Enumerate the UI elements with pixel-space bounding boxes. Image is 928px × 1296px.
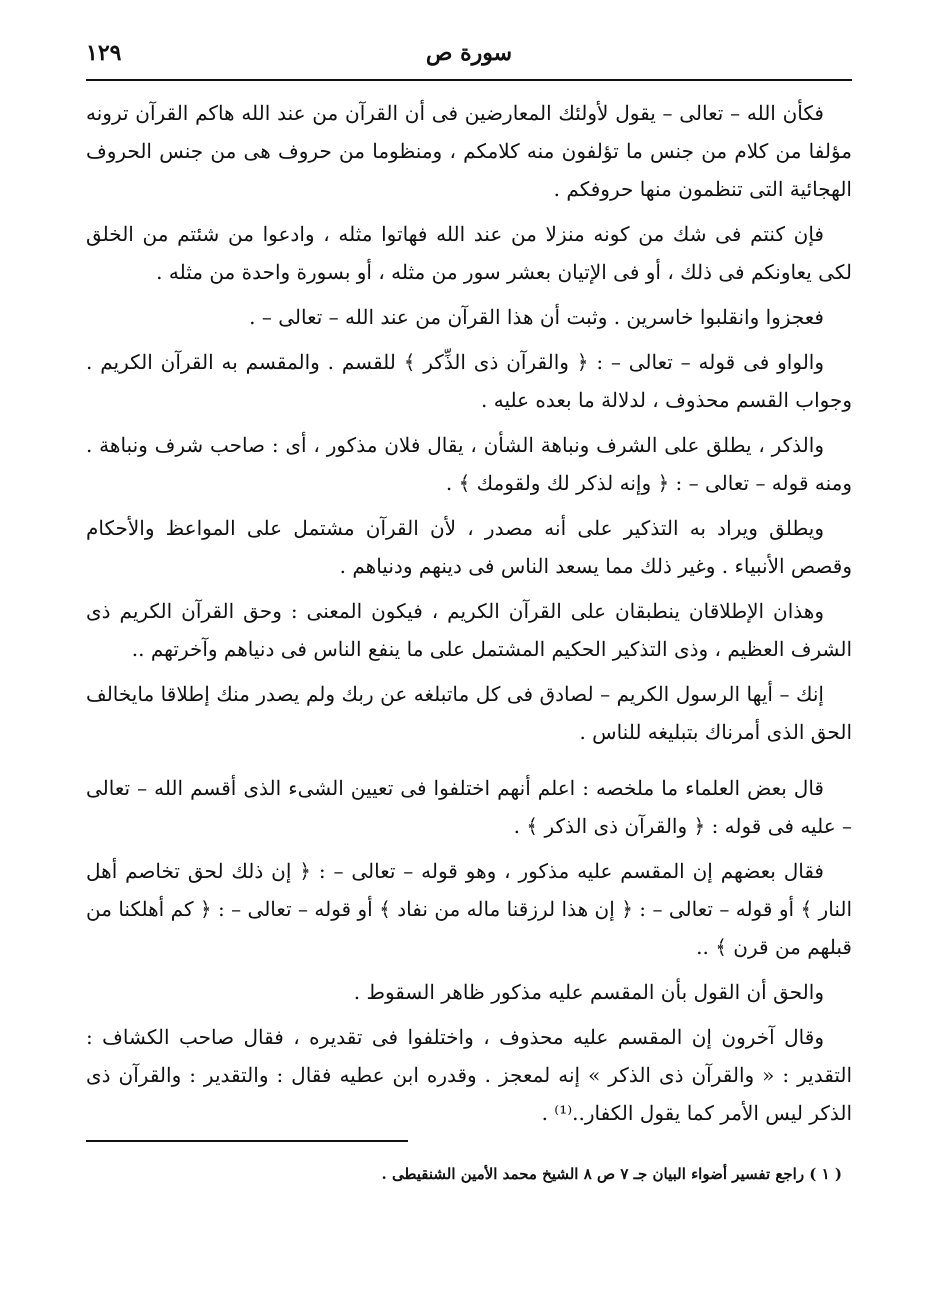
- paragraph: فقال بعضهم إن المقسم عليه مذكور ، وهو قوله – تعالى – : ﴿ إن ذلك لحق تخاصم أهل النار ﴾ أو قوله – تعالى – : ﴿ إن هذا لرزقنا ماله من نفاد ﴾ أو قوله – تعالى – : ﴿ كم أهلكنا من قبلهم من قرن ﴾ ..: [86, 859, 852, 959]
- page-header: [86, 36, 852, 76]
- header-rule: [86, 79, 852, 81]
- paragraph: وهذان الإطلاقان ينطبقان على القرآن الكريم ، فيكون المعنى : وحق القرآن الكريم ذى الشرف العظيم ، وذى التذكير الحكيم المشتمل على ما ينفع الناس فى دنياهم وآخرتهم ..: [86, 599, 852, 661]
- book-page: [86, 0, 852, 1296]
- page-number: ١٢٩: [86, 40, 122, 66]
- paragraph: إنك – أيها الرسول الكريم – لصادق فى كل ماتبلغه عن ربك ولم يصدر منك إطلاقا مايخالف الحق الذى أمرناك بتبليغه للناس .: [86, 682, 852, 744]
- page-body: [86, 94, 852, 1139]
- paragraph: والواو فى قوله – تعالى – : ﴿ والقرآن ذى الذِّكر ﴾ للقسم . والمقسم به القرآن الكريم . وجواب القسم محذوف ، لدلالة ما بعده عليه .: [86, 350, 852, 412]
- paragraph: والحق أن القول بأن المقسم عليه مذكور ظاهر السقوط .: [353, 980, 824, 1004]
- paragraph: فعجزوا وانقلبوا خاسرين . وثبت أن هذا القرآن من عند الله – تعالى – .: [249, 305, 824, 329]
- paragraph: وقال آخرون إن المقسم عليه محذوف ، واختلفوا فى تقديره ، فقال صاحب الكشاف : التقدير : « والقرآن ذى الذكر » إنه لمعجز . وقدره ابن عطيه فقال : والتقدير : والقرآن ذى الذكر ليس الأمر كما يقول الكفار..⁽¹⁾ .: [86, 1025, 852, 1125]
- paragraph: والذكر ، يطلق على الشرف ونباهة الشأن ، يقال فلان مذكور ، أى : صاحب شرف ونباهة . ومنه قوله – تعالى – : ﴿ وإنه لذكر لك ولقومك ﴾ .: [86, 433, 852, 495]
- surah-title: سورة ص: [425, 40, 513, 66]
- paragraph: ويطلق ويراد به التذكير على أنه مصدر ، لأن القرآن مشتمل على المواعظ والأحكام وقصص الأنبياء . وغير ذلك مما يسعد الناس فى دينهم ودنياهم .: [86, 516, 852, 578]
- footnote: ( ١ ) راجع تفسير أضواء البيان جـ ٧ ص ٨ الشيخ محمد الأمين الشنقيطى .: [381, 1165, 842, 1183]
- paragraph: قال بعض العلماء ما ملخصه : اعلم أنهم اختلفوا فى تعيين الشىء الذى أقسم الله – تعالى – عليه فى قوله : ﴿ والقرآن ذى الذكر ﴾ .: [86, 776, 852, 838]
- footnote-rule: [86, 1140, 408, 1142]
- paragraph: فإن كنتم فى شك من كونه منزلا من عند الله فهاتوا مثله ، وادعوا من شئتم من الخلق لكى يعاونكم فى ذلك ، أو فى الإتيان بعشر سور من مثله ، أو بسورة واحدة من مثله .: [86, 222, 852, 284]
- paragraph: فكأن الله – تعالى – يقول لأولئك المعارضين فى أن القرآن من عند الله هاكم القرآن ترونه مؤلفا من كلام من جنس ما تؤلفون منه كلامكم ، ومنظوما من حروف هى من جنس الحروف الهجائية التى تنظمون منها حروفكم .: [86, 101, 852, 201]
